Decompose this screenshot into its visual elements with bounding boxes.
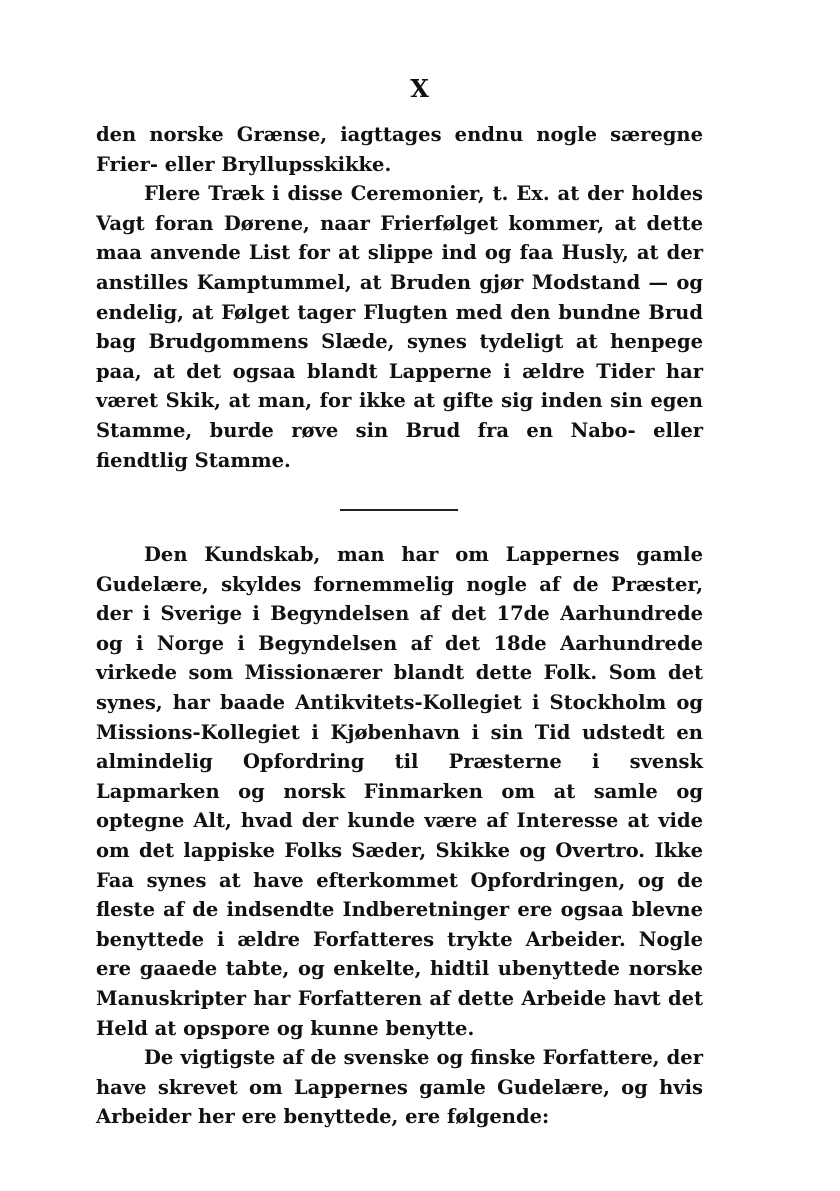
paragraph-authors-intro: De vigtigste af de svenske og finske Forfattere, der have skrevet om Lappernes gamle Gudelære, og hvis Arbeider her ere benyttede, ere følgende: xyxy=(96,1046,703,1129)
page-number: X xyxy=(410,74,430,103)
section-divider xyxy=(340,509,458,511)
section-wedding-customs xyxy=(96,120,703,475)
section-sources xyxy=(96,540,703,1132)
paragraph-continuation: den norske Grænse, iagttages endnu nogle særegne Frier- eller Bryllupsskikke. xyxy=(96,123,703,176)
paragraph-ceremony-traits: Flere Træk i disse Ceremonier, t. Ex. at der holdes Vagt foran Dørene, naar Frierfølget kommer, at dette maa anvende List for at slippe ind og faa Husly, at der anstilles Kamptummel, at Bruden gjør Modstand — og endelig, at Følget tager Flugten med den bundne Brud bag Brudgommens Slæde, synes tydeligt at henpege paa, at det ogsaa blandt Lapperne i ældre Tider har været Skik, at man, for ikke at gifte sig inden sin egen Stamme, burde røve sin Brud fra en Nabo- eller fiendtlig Stamme. xyxy=(96,182,703,472)
paragraph-knowledge-sources: Den Kundskab, man har om Lappernes gamle Gudelære, skyldes fornemmelig nogle af de Præster, der i Sverige i Begyndelsen af det 17de Aarhundrede og i Norge i Begyndelsen af det 18de Aarhundrede virkede som Missionærer blandt dette Folk. Som det synes, har baade Antikvitets-Kollegiet i Stockholm og Missions-Kollegiet i Kjøbenhavn i sin Tid udstedt en almindelig Opfordring til Præsterne i svensk Lapmarken og norsk Finmarken om at samle og optegne Alt, hvad der kunde være af Interesse at vide om det lappiske Folks Sæder, Skikke og Overtro. Ikke Faa synes at have efterkommet Opfordringen, og de fleste af de indsendte Indberetninger ere ogsaa blevne benyttede i ældre Forfatteres trykte Arbeider. Nogle ere gaaede tabte, og enkelte, hidtil ubenyttede norske Manuskripter har Forfatteren af dette Arbeide havt det Held at opspore og kunne benytte. xyxy=(96,543,703,1040)
